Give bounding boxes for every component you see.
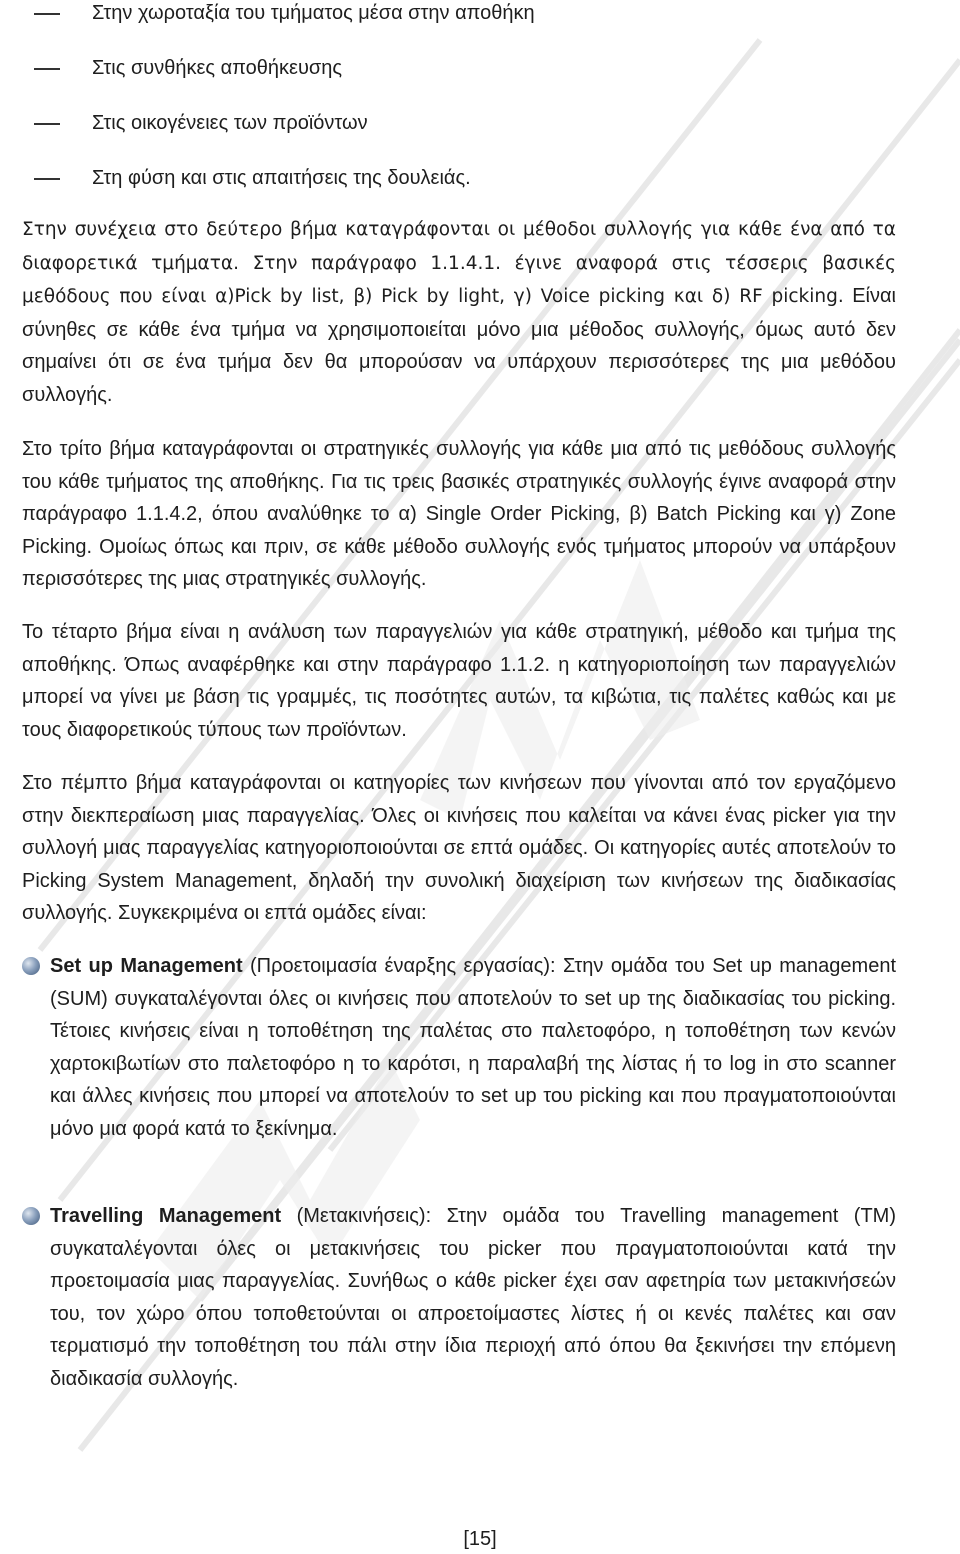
bullet-description: (Μετακινήσεις): Στην ομάδα του Travelling management (TM) συγκαταλέγονται όλες οι μετακινήσεις του picker που πραγματοποιούνται κατά την προετοιμασία μιας παραγγελίας. Συνήθως ο κάθε picker έχει σαν αφετηρία των μετακινήσεών του, τον χώρο όπου τοποθετούνται οι απροετοίμαστες λίστες ή οι κενές παλέτες και σαν τερματισμό την τοποθέτηση του πάλι στην ίδια περιοχή από όπου θα ξεκινήσει την επόμενη διαδικασία συλλογής. [50, 1205, 896, 1390]
bullet-travelling-management-text [50, 1200, 896, 1396]
paragraph-collection-methods-part2: Είναι σύνηθες σε κάθε ένα τμήμα να χρησιμοποιείται μόνο μια μέθοδος συλλογής, όμως αυτό δεν σημαίνει ότι σε ένα τμήμα δεν θα μπορούσαν να υπάρχουν περισσότερες της μια μεθόδου συλλογής. [22, 285, 896, 406]
bullet-term: Set up Management [50, 955, 243, 977]
paragraph-order-analysis: Το τέταρτο βήμα είναι η ανάλυση των παραγγελιών για κάθε στρατηγική, μέθοδο και τμήμα της αποθήκης. Όπως αναφέρθηκε και στην παράγραφο 1.1.2. η κατηγοριοποίηση των παραγγελιών μπορεί να γίνει με βάση τις γραμμές, τις ποσότητες αυτών, τα κιβώτια, τις παλέτες καθώς και με τους διαφορετικούς τύπους των προϊόντων. [22, 621, 896, 741]
bullet-description: (Προετοιμασία έναρξης εργασίας): Στην ομάδα του Set up management (SUM) συγκαταλέγονται όλες οι κινήσεις που αποτελούν το set up της διαδικασίας του picking. Τέτοιες κινήσεις είναι η τοποθέτηση της παλέτας στο παλετοφόρο, η τοποθέτηση των κενών χαρτοκιβωτίων στο παλετοφόρο η το καρότσι, η παραλαβή της λίστας ή το log in στο scanner και άλλες κινήσεις που μπορεί να αποτελούν το set up του picking και που πραγματοποιούνται μόνο μια φορά κατά το ξεκίνημα. [50, 955, 896, 1140]
bullet-travelling-management [22, 1200, 896, 1396]
dash-list [22, 0, 922, 220]
paragraph-collection-strategies: Στο τρίτο βήμα καταγράφονται οι στρατηγικές συλλογής για κάθε μια από τις μεθόδους συλλογής του κάθε τμήματος της αποθήκης. Για τις τρεις βασικές στρατηγικές συλλογής έγινε αναφορά στην παράγραφο 1.1.4.2, όπου αναλύθηκε το α) Single Order Picking, β) Batch Picking και γ) Zone Picking. Ομοίως όπως και πριν, σε κάθε μέθοδο συλλογής ενός τμήματος μπορούν να υπάρξουν περισσότερες της μιας στρατηγικές συλλογής. [22, 438, 896, 591]
paragraph-collection-methods-part1: Στην συνέχεια στο δεύτερο βήμα καταγράφονται οι μέθοδοι συλλογής για κάθε ένα από τα διαφορετικά τμήματα. Στην παράγραφο 1.1.4.1. έγινε αναφορά στις τέσσερις βασικές μεθόδους που είναι α)Pick by list, β) Pick by light, γ) Voice picking και δ) RF picking. [22, 219, 896, 308]
bullet-set-up-management [22, 950, 896, 1146]
round-bullet-icon [22, 1207, 40, 1225]
dash-list-item: Στις συνθήκες αποθήκευσης [22, 55, 922, 110]
round-bullet-icon [22, 957, 40, 975]
bullet-term: Travelling Management [50, 1205, 282, 1227]
paragraph-movement-categories: Στο πέμπτο βήμα καταγράφονται οι κατηγορίες των κινήσεων που γίνονται από τον εργαζόμενο στην διεκπεραίωση μιας παραγγελίας. Όλες οι κινήσεις που καλείται να κάνει ένας picker για την συλλογή μιας παραγγελίας κατηγοριοποιούνται σε επτά ομάδες. Οι κατηγορίες αυτές αποτελούν το Picking System Management, δηλαδή την συνολική διαχείριση των κινήσεων της διαδικασίας συλλογής. Συγκεκριμένα οι επτά ομάδες είναι: [22, 772, 896, 925]
paragraph-collection-methods [22, 213, 896, 412]
dash-list-item: Στην χωροταξία του τμήματος μέσα στην αποθήκη [22, 0, 922, 55]
bullet-set-up-management-text [50, 950, 896, 1146]
dash-list-item: Στις οικογένειες των προϊόντων [22, 110, 922, 165]
dash-list-item: Στη φύση και στις απαιτήσεις της δουλειάς. [22, 165, 922, 220]
page-number: [15] [463, 1528, 497, 1550]
